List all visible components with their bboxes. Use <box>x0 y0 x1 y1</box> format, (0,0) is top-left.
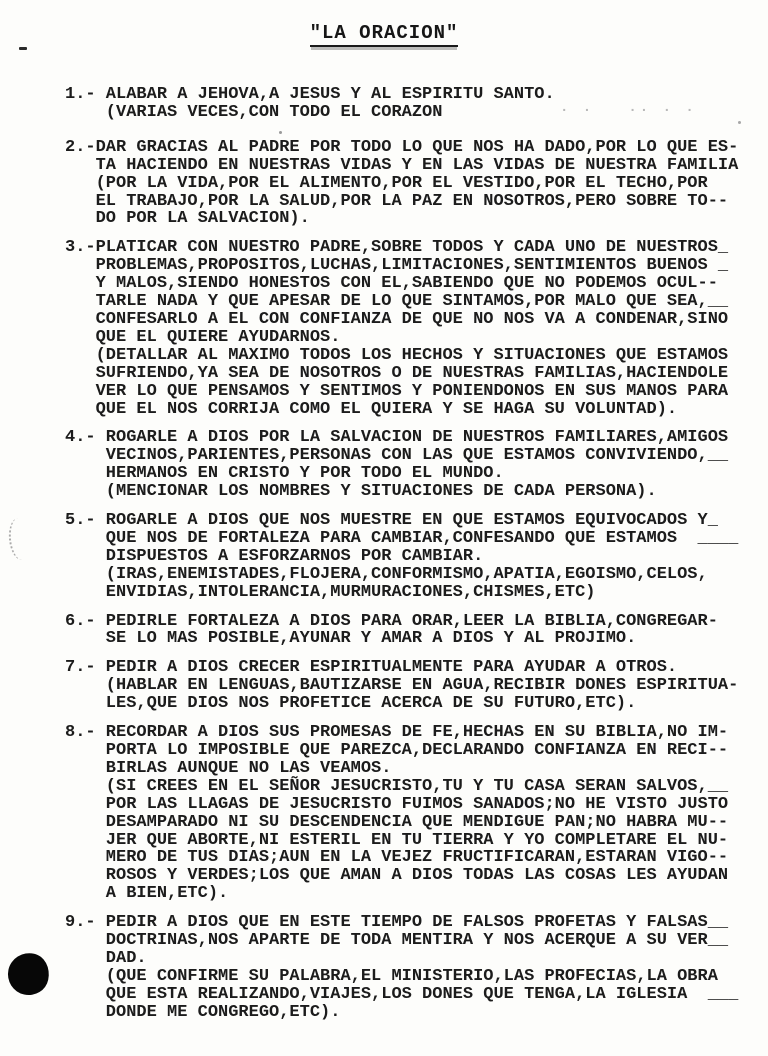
page-title: "LA ORACION" <box>310 22 459 47</box>
prayer-item <box>65 724 755 903</box>
text-line: 6.- PEDIRLE FORTALEZA A DIOS PARA ORAR,LEER LA BIBLIA,CONGREGAR- <box>65 611 718 631</box>
text-line: (SI CREES EN EL SEÑOR JESUCRISTO,TU Y TU CASA SERAN SALVOS,__ <box>65 776 729 796</box>
text-line: ROSOS Y VERDES;LOS QUE AMAN A DIOS TODAS LAS COSAS LES AYUDAN <box>65 866 729 886</box>
document-body <box>65 86 755 1033</box>
text-line: (POR LA VIDA,POR EL ALIMENTO,POR EL VESTIDO,POR EL TECHO,POR <box>65 173 708 193</box>
text-line: SUFRIENDO,YA SEA DE NOSOTROS O DE NUESTRAS FAMILIAS,HACIENDOLE <box>65 363 729 383</box>
text-line: QUE ESTA REALIZANDO,VIAJES,LOS DONES QUE TENGA,LA IGLESIA ___ <box>65 984 739 1004</box>
text-line: QUE EL NOS CORRIJA COMO EL QUIERA Y SE HAGA SU VOLUNTAD). <box>65 399 678 419</box>
text-line: DONDE ME CONGREGO,ETC). <box>65 1002 341 1022</box>
text-line: DESAMPARADO NI SU DESCENDENCIA QUE MENDIGUE PAN;NO HABRA MU-- <box>65 812 729 832</box>
text-line: (MENCIONAR LOS NOMBRES Y SITUACIONES DE CADA PERSONA). <box>65 482 657 502</box>
text-line: 3.-PLATICAR CON NUESTRO PADRE,SOBRE TODOS Y CADA UNO DE NUESTROS_ <box>65 238 729 258</box>
text-line: DAD. <box>65 948 147 968</box>
text-line: DO POR LA SALVACION). <box>65 209 310 229</box>
text-line: SE LO MAS POSIBLE,AYUNAR Y AMAR A DIOS Y AL PROJIMO. <box>65 629 637 649</box>
text-line: 9.- PEDIR A DIOS QUE EN ESTE TIEMPO DE FALSOS PROFETAS Y FALSAS__ <box>65 913 729 933</box>
text-line: A BIEN,ETC). <box>65 884 229 904</box>
prayer-item <box>65 86 755 122</box>
title-row <box>0 22 768 47</box>
text-line: VER LO QUE PENSAMOS Y SENTIMOS Y PONIENDONOS EN SUS MANOS PARA <box>65 381 729 401</box>
prayer-item <box>65 512 755 602</box>
text-line: POR LAS LLAGAS DE JESUCRISTO FUIMOS SANADOS;NO HE VISTO JUSTO <box>65 794 729 814</box>
text-line: (IRAS,ENEMISTADES,FLOJERA,CONFORMISMO,APATIA,EGOISMO,CELOS, <box>65 564 708 584</box>
text-line: 1.- ALABAR A JEHOVA,A JESUS Y AL ESPIRITU SANTO. <box>65 85 555 104</box>
text-line: CONFESARLO A EL CON CONFIANZA DE QUE NO NOS VA A CONDENAR,SINO <box>65 309 729 329</box>
text-line: 2.-DAR GRACIAS AL PADRE POR TODO LO QUE NOS HA DADO,POR LO QUE ES- <box>65 137 739 157</box>
text-line: JER QUE ABORTE,NI ESTERIL EN TU TIERRA Y YO COMPLETARE EL NU- <box>65 830 729 850</box>
text-line: (VARIAS VECES,CON TODO EL CORAZON <box>65 102 443 122</box>
pencil-arc-artifact <box>7 517 33 561</box>
text-line: 7.- PEDIR A DIOS CRECER ESPIRITUALMENTE PARA AYUDAR A OTROS. <box>65 658 678 678</box>
text-line: DOCTRINAS,NOS APARTE DE TODA MENTIRA Y NOS ACERQUE A SU VER__ <box>65 931 729 951</box>
text-line: Y MALOS,SIENDO HONESTOS CON EL,SABIENDO QUE NO PODEMOS OCUL-- <box>65 274 718 294</box>
text-line: TA HACIENDO EN NUESTRAS VIDAS Y EN LAS VIDAS DE NUESTRA FAMILIA <box>65 155 739 175</box>
prayer-item <box>65 139 755 229</box>
ink-smudge-artifact: · · ·· · · <box>560 103 697 119</box>
text-line: 5.- ROGARLE A DIOS QUE NOS MUESTRE EN QUE ESTAMOS EQUIVOCADOS Y_ <box>65 511 718 531</box>
prayer-item <box>65 613 755 649</box>
text-line: (HABLAR EN LENGUAS,BAUTIZARSE EN AGUA,RECIBIR DONES ESPIRITUA- <box>65 676 739 696</box>
text-line: TARLE NADA Y QUE APESAR DE LO QUE SINTAMOS,POR MALO QUE SEA,__ <box>65 292 729 312</box>
text-line: HERMANOS EN CRISTO Y POR TODO EL MUNDO. <box>65 464 504 484</box>
margin-dash-artifact <box>19 47 27 50</box>
text-line: VECINOS,PARIENTES,PERSONAS CON LAS QUE ESTAMOS CONVIVIENDO,__ <box>65 446 729 466</box>
prayer-item <box>65 239 755 418</box>
prayer-item <box>65 914 755 1021</box>
prayer-item <box>65 429 755 501</box>
text-line: MERO DE TUS DIAS;AUN EN LA VEJEZ FRUCTIFICARAN,ESTARAN VIGO-- <box>65 848 729 868</box>
text-line: EL TRABAJO,POR LA SALUD,POR LA PAZ EN NOSOTROS,PERO SOBRE TO-- <box>65 191 729 211</box>
text-line: PROBLEMAS,PROPOSITOS,LUCHAS,LIMITACIONES,SENTIMIENTOS BUENOS _ <box>65 256 729 276</box>
text-line: PORTA LO IMPOSIBLE QUE PAREZCA,DECLARANDO CONFIANZA EN RECI-- <box>65 741 729 760</box>
prayer-item <box>65 659 755 713</box>
text-line: ENVIDIAS,INTOLERANCIA,MURMURACIONES,CHISMES,ETC) <box>65 582 596 602</box>
text-line: 8.- RECORDAR A DIOS SUS PROMESAS DE FE,HECHAS EN SU BIBLIA,NO IM- <box>65 723 729 743</box>
text-line: 4.- ROGARLE A DIOS POR LA SALVACION DE NUESTROS FAMILIARES,AMIGOS <box>65 428 729 448</box>
text-line: LES,QUE DIOS NOS PROFETICE ACERCA DE SU FUTURO,ETC). <box>65 694 637 714</box>
text-line: QUE NOS DE FORTALEZA PARA CAMBIAR,CONFESANDO QUE ESTAMOS ____ <box>65 528 739 548</box>
text-line: BIRLAS AUNQUE NO LAS VEAMOS. <box>65 758 392 778</box>
ink-blob-artifact <box>4 949 53 999</box>
text-line: QUE EL QUIERE AYUDARNOS. <box>65 327 341 347</box>
text-line: (DETALLAR AL MAXIMO TODOS LOS HECHOS Y SITUACIONES QUE ESTAMOS <box>65 345 729 365</box>
text-line: DISPUESTOS A ESFORZARNOS POR CAMBIAR. <box>65 546 484 566</box>
text-line: (QUE CONFIRME SU PALABRA,EL MINISTERIO,LAS PROFECIAS,LA OBRA <box>65 966 718 986</box>
